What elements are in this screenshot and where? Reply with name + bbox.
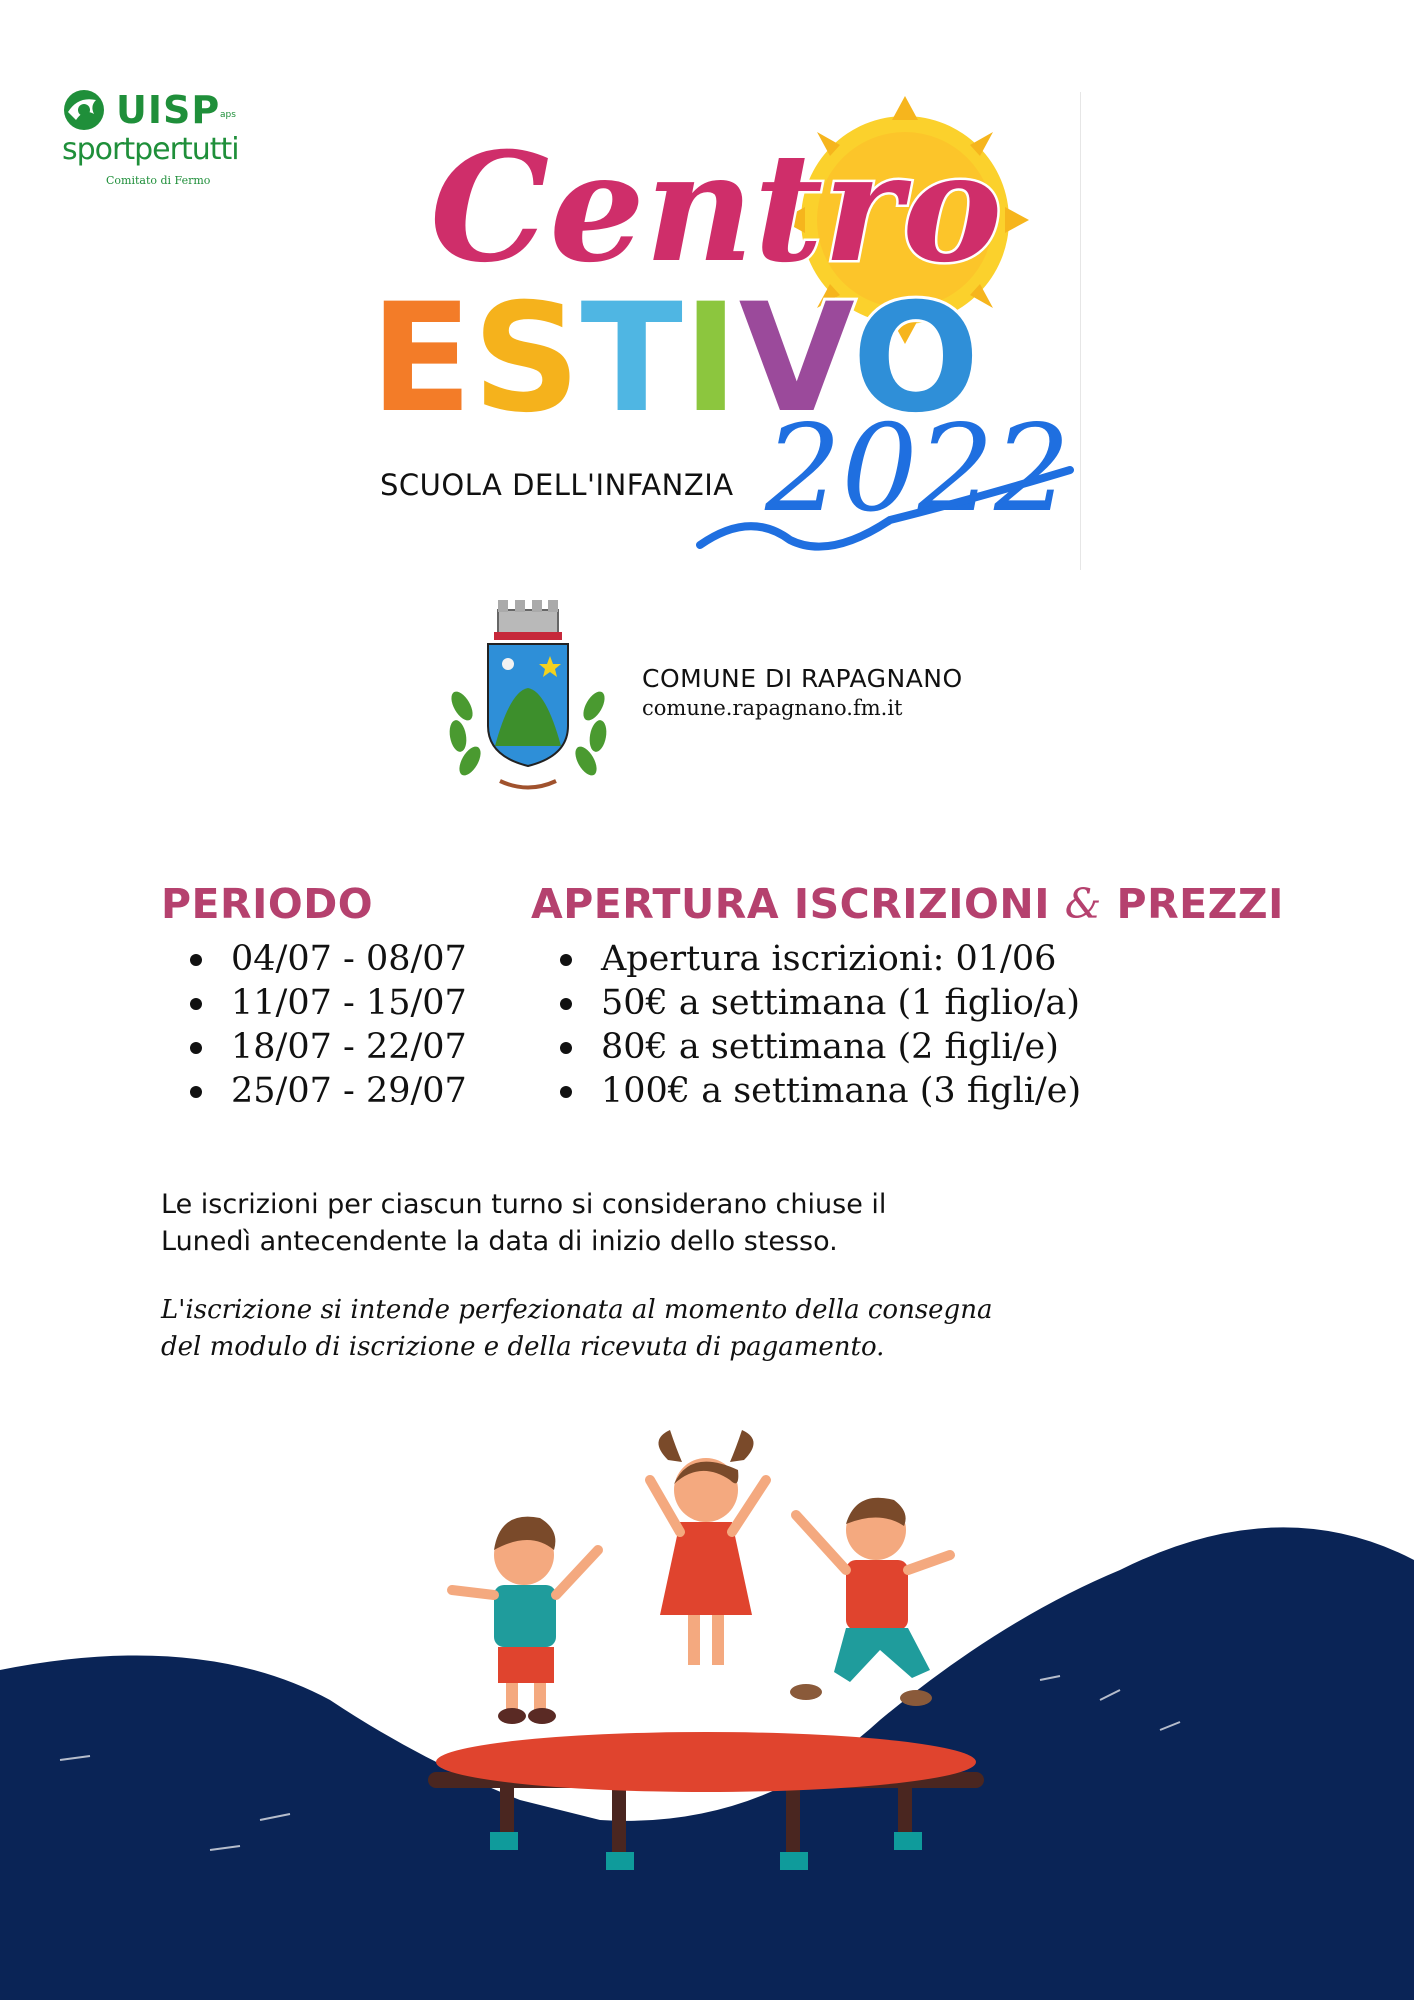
uisp-emblem-icon — [60, 88, 112, 134]
apertura-heading-part2: PREZZI — [1116, 880, 1284, 928]
periodo-item: 04/07 - 08/07 — [187, 937, 467, 981]
note-line: Le iscrizioni per ciascun turno si considerano chiuse il — [161, 1189, 887, 1220]
logo-year-text: 2022 — [765, 400, 1071, 539]
note-perfezionamento — [161, 1292, 1161, 1366]
periodo-list — [187, 937, 467, 1113]
comune-crest — [440, 596, 616, 796]
shield-icon — [488, 644, 568, 766]
note-line: del modulo di iscrizione e della ricevuta di pagamento. — [161, 1332, 885, 1362]
periodo-item: 18/07 - 22/07 — [187, 1025, 467, 1069]
apertura-item: 80€ a settimana (2 figli/e) — [557, 1025, 1081, 1069]
apertura-heading-part1: APERTURA ISCRIZIONI — [531, 880, 1050, 928]
child-center-icon — [650, 1430, 766, 1665]
trampoline-illustration — [0, 1400, 1414, 2000]
apertura-list — [557, 937, 1081, 1113]
uisp-logo — [60, 88, 260, 198]
uisp-aps: aps — [220, 110, 236, 120]
child-left-icon — [452, 1517, 598, 1724]
svg-text:ESTIVO: ESTIVO — [370, 272, 980, 446]
comune-url[interactable]: comune.rapagnano.fm.it — [642, 696, 903, 720]
uisp-tagline: sportpertutti — [62, 132, 239, 167]
child-right-icon — [790, 1498, 950, 1706]
apertura-heading-amp: & — [1064, 880, 1102, 928]
crown-icon — [494, 600, 562, 640]
subtitle: SCUOLA DELL'INFANZIA — [380, 468, 734, 502]
note-line: L'iscrizione si intende perfezionata al momento della consegna — [161, 1295, 993, 1325]
uisp-comitato: Comitato di Fermo — [106, 174, 211, 187]
periodo-heading: PERIODO — [161, 880, 374, 928]
comune-name: COMUNE DI RAPAGNANO — [642, 664, 963, 693]
periodo-item: 11/07 - 15/07 — [187, 981, 467, 1025]
apertura-item: 100€ a settimana (3 figli/e) — [557, 1069, 1081, 1113]
apertura-heading — [531, 880, 1284, 928]
uisp-wordmark: UISP — [116, 88, 221, 132]
logo-centro-text: Centro — [430, 120, 1003, 296]
note-chiusura — [161, 1186, 1161, 1260]
note-line: Lunedì antecendente la data di inizio dello stesso. — [161, 1226, 838, 1257]
apertura-item: 50€ a settimana (1 figlio/a) — [557, 981, 1081, 1025]
apertura-item: Apertura iscrizioni: 01/06 — [557, 937, 1081, 981]
periodo-item: 25/07 - 29/07 — [187, 1069, 467, 1113]
